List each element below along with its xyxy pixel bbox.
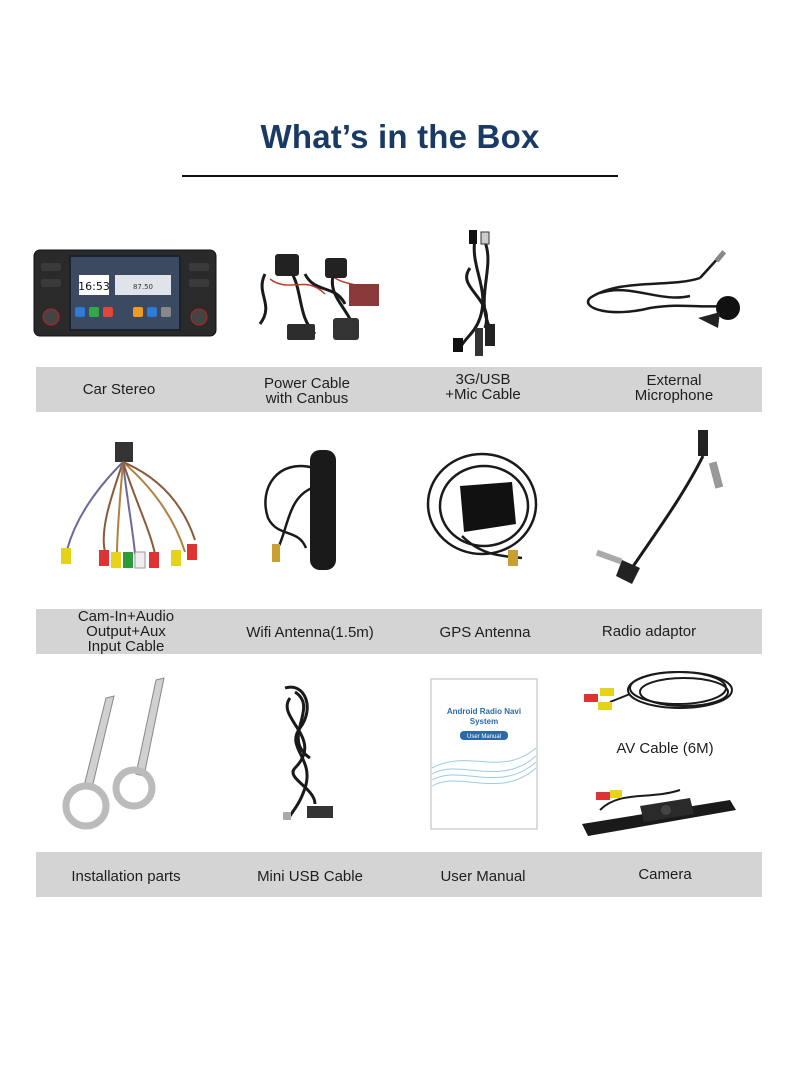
title-underline [182,175,618,177]
label-wifi-antenna: Wifi Antenna(1.5m) [246,624,374,641]
camera-icon [580,780,740,842]
gps-antenna-icon [422,446,548,572]
label-mini-usb-cable: Mini USB Cable [257,868,363,885]
rca-cable-icon [55,440,205,590]
label-car-stereo: Car Stereo [82,381,156,398]
screen-radio: 87.50 [132,283,154,291]
manual-title-line2: System [469,717,499,726]
manual-title-line1: Android Radio Navi [446,707,522,716]
mini-usb-cable-icon [265,678,345,824]
wifi-antenna-icon [258,448,348,578]
manual-badge: User Manual [466,734,502,740]
av-cable-icon [580,664,740,724]
label-radio-adaptor: Radio adaptor [601,623,697,640]
label-gps-antenna: GPS Antenna [439,624,531,641]
label-usb-mic-cable: 3G/USB +Mic Cable [445,371,521,403]
label-camera: Camera [638,866,692,883]
radio-adaptor-icon [592,428,732,588]
label-user-manual: User Manual [440,868,526,885]
label-av-cable: AV Cable (6M) [616,740,714,757]
car-stereo-icon [33,249,217,339]
label-external-microphone: External Microphone [634,372,714,404]
usb-mic-cable-icon [445,228,525,360]
screen-clock: 16:53 [78,280,110,293]
manual-icon [430,678,538,830]
label-cam-audio-aux-cable: Cam-In+Audio Output+Aux Input Cable [77,608,175,655]
removal-keys-icon [58,676,168,832]
page-title: What’s in the Box [260,118,540,155]
label-power-cable: Power Cable with Canbus [264,375,350,407]
power-cable-icon [245,244,385,354]
microphone-icon [580,248,750,338]
label-installation-parts: Installation parts [71,868,181,885]
